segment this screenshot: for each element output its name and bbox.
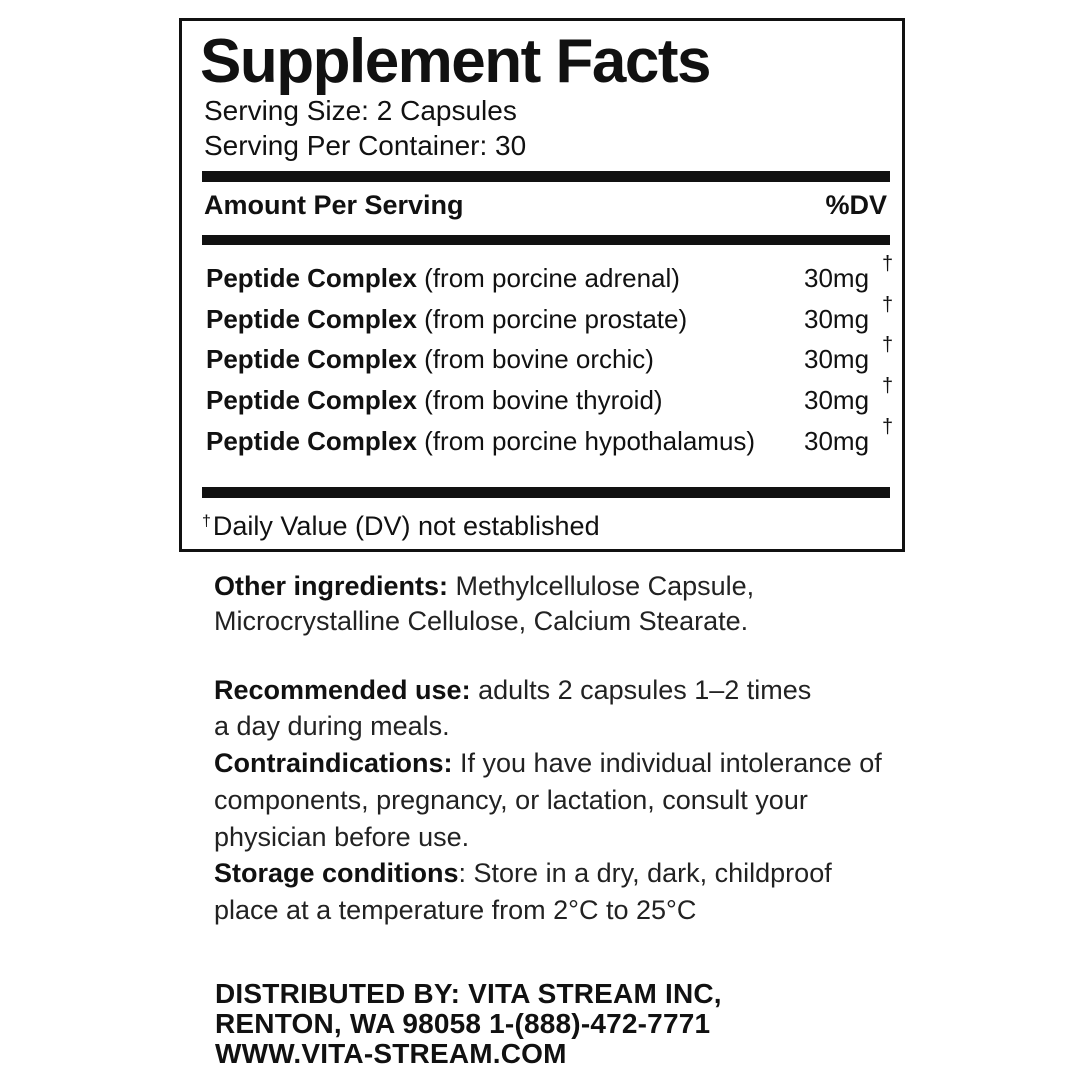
- dagger-mark: †: [882, 253, 894, 275]
- ingredient-name: Peptide Complex: [206, 344, 417, 374]
- recommended-use-line: [214, 673, 811, 707]
- storage-conditions-text: : Store in a dry, dark, childproof: [458, 858, 832, 888]
- dagger-mark: †: [882, 416, 894, 438]
- other-ingredients-text: Methylcellulose Capsule,: [448, 571, 755, 601]
- thick-divider-top: [202, 171, 890, 182]
- storage-conditions-line: [214, 856, 832, 890]
- contraindications-text: If you have individual intolerance of: [452, 748, 882, 778]
- ingredient-amount: 30mg: [804, 426, 870, 456]
- ingredient-source: (from porcine hypothalamus): [416, 426, 756, 456]
- ingredient-row: [206, 253, 896, 297]
- ingredient-name: Peptide Complex: [206, 304, 417, 334]
- thick-divider-bottom: [202, 487, 890, 498]
- contraindications-line: physician before use.: [214, 822, 470, 852]
- daily-value-header: %DV: [825, 190, 887, 220]
- ingredient-row: [206, 294, 896, 338]
- ingredient-label: [206, 342, 654, 376]
- dagger-mark: †: [882, 375, 894, 397]
- storage-conditions-label: Storage conditions: [214, 858, 459, 888]
- dagger-mark: †: [882, 334, 894, 356]
- facts-title: Supplement Facts: [200, 27, 710, 96]
- daily-value-footnote: [202, 509, 600, 543]
- recommended-use-text: adults 2 capsules 1–2 times: [470, 675, 812, 705]
- ingredient-amount: 30mg: [804, 263, 870, 293]
- ingredient-label: [206, 424, 755, 458]
- ingredient-amount: 30mg: [804, 344, 870, 374]
- supplement-facts-panel: [179, 18, 905, 552]
- contraindications-line: [214, 746, 882, 780]
- distributor-website: WWW.VITA-STREAM.COM: [215, 1038, 567, 1069]
- ingredient-label: [206, 383, 663, 417]
- ingredient-name: Peptide Complex: [206, 426, 417, 456]
- ingredient-label: [206, 302, 687, 336]
- other-ingredients-line: Microcrystalline Cellulose, Calcium Stearate.: [214, 606, 749, 636]
- ingredient-row: [206, 334, 896, 378]
- amount-per-serving-header: Amount Per Serving: [204, 190, 464, 220]
- ingredient-amount: 30mg: [804, 304, 870, 334]
- ingredient-row: [206, 416, 896, 460]
- dagger-mark: †: [882, 294, 894, 316]
- ingredient-source: (from porcine adrenal): [416, 263, 680, 293]
- storage-conditions-line: place at a temperature from 2°C to 25°C: [214, 895, 697, 925]
- other-ingredients-line: [214, 569, 754, 603]
- distributor-address: RENTON, WA 98058 1-(888)-472-7771: [215, 1008, 711, 1039]
- distributor-name: DISTRIBUTED BY: VITA STREAM INC,: [215, 978, 722, 1009]
- ingredient-source: (from bovine orchic): [416, 344, 654, 374]
- ingredient-amount: 30mg: [804, 385, 870, 415]
- footnote-text: Daily Value (DV) not established: [212, 511, 600, 541]
- ingredient-label: [206, 261, 680, 295]
- recommended-use-label: Recommended use:: [214, 675, 471, 705]
- recommended-use-line: a day during meals.: [214, 711, 450, 741]
- footnote-dagger: †: [202, 513, 211, 530]
- other-ingredients-label: Other ingredients:: [214, 571, 449, 601]
- thick-divider-middle: [202, 235, 890, 245]
- contraindications-label: Contraindications:: [214, 748, 453, 778]
- serving-size: Serving Size: 2 Capsules: [204, 95, 517, 126]
- ingredient-name: Peptide Complex: [206, 385, 417, 415]
- ingredient-row: [206, 375, 896, 419]
- ingredient-source: (from porcine prostate): [416, 304, 688, 334]
- contraindications-line: components, pregnancy, or lactation, consult your: [214, 785, 808, 815]
- ingredient-name: Peptide Complex: [206, 263, 417, 293]
- ingredient-source: (from bovine thyroid): [416, 385, 663, 415]
- servings-per-container: Serving Per Container: 30: [204, 130, 527, 161]
